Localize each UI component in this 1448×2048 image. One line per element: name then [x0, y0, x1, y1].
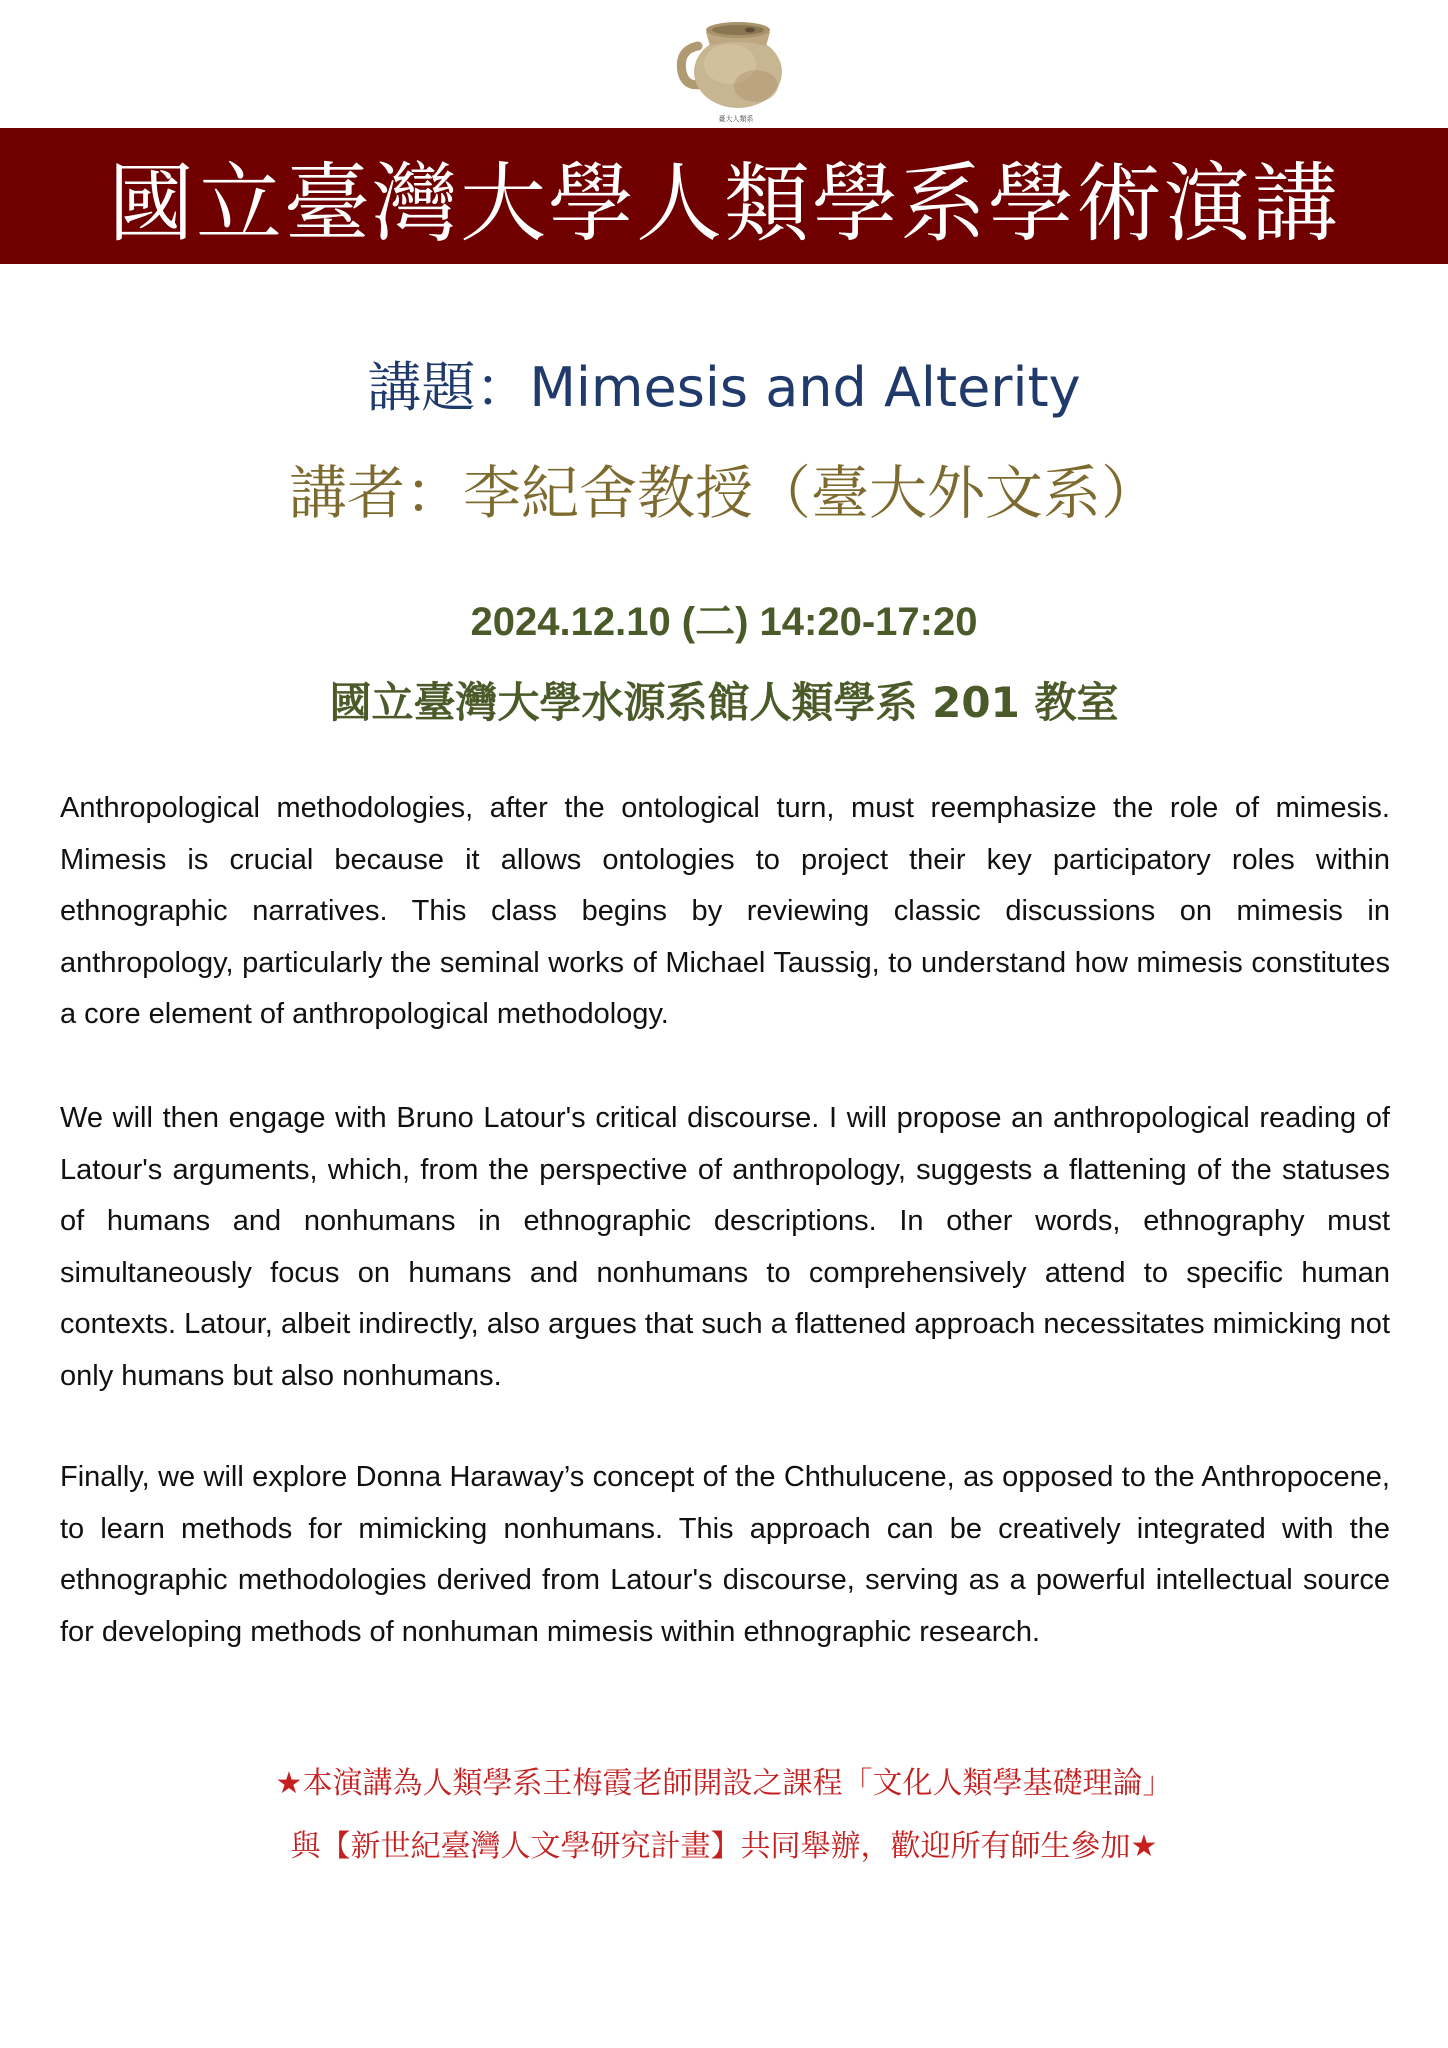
footer-note-line-2: 與【新世紀臺灣人文學研究計畫】共同舉辦，歡迎所有師生參加★: [290, 1829, 1158, 1864]
title-banner: [0, 128, 1448, 264]
abstract-paragraph-3: Finally, we will explore Donna Haraway’s concept of the Chthulucene, as opposed to the Anthropocene, to learn methods for mimicking nonhumans. This approach can be creatively integrated with the ethnographic methodologies derived from Latour's discourse, serving as a powerful intellectual source for developing methods of nonhuman mimesis within ethnographic research.: [60, 1461, 1390, 1648]
lecture-topic: 講題：Mimesis and Alterity: [367, 356, 1081, 419]
abstract-paragraph-2: We will then engage with Bruno Latour's critical discourse. I will propose an anthropological reading of Latour's arguments, which, from the perspective of anthropology, suggests a flattening of the statuses of humans and nonhumans in ethnographic descriptions. In other words, ethnography must simultaneously focus on humans and nonhumans to comprehensively attend to specific human contexts. Latour, albeit indirectly, also argues that such a flattened approach necessitates mimicking not only humans but also nonhumans.: [60, 1102, 1390, 1392]
logo-caption: 臺大人類系: [718, 115, 754, 123]
lecture-datetime: 2024.12.10 (二) 14:20-17:20: [470, 600, 978, 644]
abstract-paragraph-1: Anthropological methodologies, after the ontological turn, must reemphasize the role of mimesis. Mimesis is crucial because it allows ontologies to project their key participatory roles within ethnographic narratives. This class begins by reviewing classic discussions on mimesis in anthropology, particularly the seminal works of Michael Taussig, to understand how mimesis constitutes a core element of anthropological methodology.: [60, 792, 1390, 1031]
footer-note-line-1: ★本演講為人類學系王梅霞老師開設之課程「文化人類學基礎理論」: [275, 1766, 1173, 1801]
lecture-speaker: 講者：李紀舍教授（臺大外文系）: [288, 459, 1159, 527]
banner-title: 國立臺灣大學人類學系學術演講: [108, 154, 1340, 254]
clay-pot-icon: [676, 6, 796, 114]
pottery-logo: [676, 6, 796, 126]
lecture-venue: 國立臺灣大學水源系館人類學系 201 教室: [329, 678, 1119, 727]
